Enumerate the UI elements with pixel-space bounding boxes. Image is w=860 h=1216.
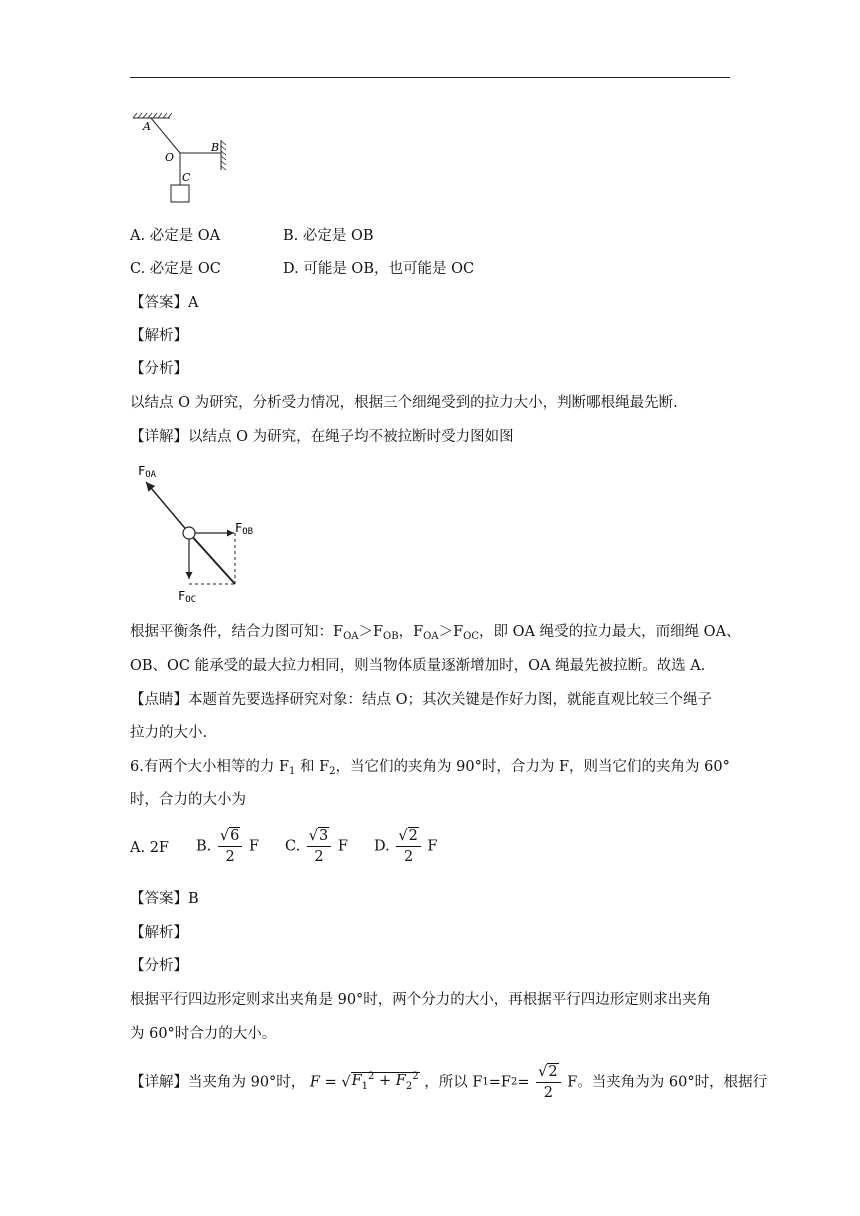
q5-option-a: A. 必定是 OA: [130, 228, 221, 244]
q6-analysis-tag: 【解析】: [130, 925, 188, 941]
q6-option-c: C. $\frac{√3}{2}$ F: [285, 828, 348, 865]
foc-sub: OC: [185, 595, 197, 605]
q6-fenxi-tag: 【分析】: [130, 958, 188, 974]
fob-sub: OB: [242, 527, 254, 537]
q5-answer: 【答案】A: [130, 295, 199, 311]
q6-answer: 【答案】B: [130, 891, 199, 907]
q5-option-b: B. 必定是 OB: [283, 228, 374, 244]
q6-fenxi-line1: 根据平行四边形定则求出夹角是 90°时，两个分力的大小，再根据平行四边形定则求出夹角: [130, 992, 712, 1008]
foa-sub: OA: [145, 470, 157, 480]
label-a: A: [143, 120, 151, 133]
q5-option-c: C. 必定是 OC: [130, 261, 221, 277]
foc-label: F: [178, 589, 186, 603]
svg-text:FOB: [235, 521, 253, 537]
q5-analysis-tag: 【解析】: [130, 328, 188, 344]
q5-detail: 【详解】以结点 O 为研究，在绳子均不被拉断时受力图如图: [130, 429, 514, 445]
label-o: O: [165, 151, 175, 164]
q6-stem-line2: 时，合力的大小为: [130, 792, 246, 808]
fob-label: F: [235, 521, 243, 535]
q6-option-a: A. 2F: [130, 840, 169, 856]
header-rule: [130, 77, 730, 78]
q6-stem-line1: 6.有两个大小相等的力 $F_1$ 和 $F_2$，当它们的夹角为 90°时，合力为 F，则当它们的夹角为 60°: [130, 759, 730, 777]
q6-fenxi-line2: 为 60°时合力的大小。: [130, 1026, 277, 1042]
q5-fenxi-tag: 【分析】: [130, 361, 188, 377]
q6-option-d: D. $\frac{√2}{2}$ F: [374, 828, 438, 865]
q5-fenxi-text: 以结点 O 为研究，分析受力情况，根据三个细绳受到的拉力大小，判断哪根绳最先断.: [130, 395, 678, 411]
q6-detail-line: 【详解】当夹角为 90°时， $F = √F_1^2 + F_2^2$ ，所以 F1=F2= $\frac{√2}{2}$ F。当夹角为为 60°时，根据行: [130, 1064, 768, 1101]
formula-lhs: F: [309, 1074, 320, 1091]
q5-comment-line2: 拉力的大小.: [130, 725, 208, 741]
q5-option-d: D. 可能是 OB，也可能是 OC: [283, 261, 475, 277]
svg-text:FOC: [178, 589, 196, 605]
foa-label: F: [138, 464, 146, 478]
q5-comment-line1: 【点睛】本题首先要选择研究对象：结点 O；其次关键是作好力图，就能直观比较三个绳子: [130, 692, 712, 708]
q5-conclusion-line1: 根据平衡条件，结合力图可知：$F_{OA}>F_{OB}$，$F_{OA}>F_{OC}$，即 OA 绳受的拉力最大，而细绳 OA、: [130, 624, 741, 642]
force-diagram: [130, 458, 270, 608]
q5-conclusion-line2: OB、OC 能承受的最大拉力相同，则当物体质量逐渐增加时，OA 绳最先被拉断。故选 A.: [130, 658, 706, 674]
svg-text:FOA: [138, 464, 157, 480]
label-c: C: [182, 171, 191, 184]
q6-option-b: B. $\frac{√6}{2}$ F: [196, 828, 260, 865]
rope-system-figure: [125, 108, 235, 208]
label-b: B: [211, 141, 220, 154]
